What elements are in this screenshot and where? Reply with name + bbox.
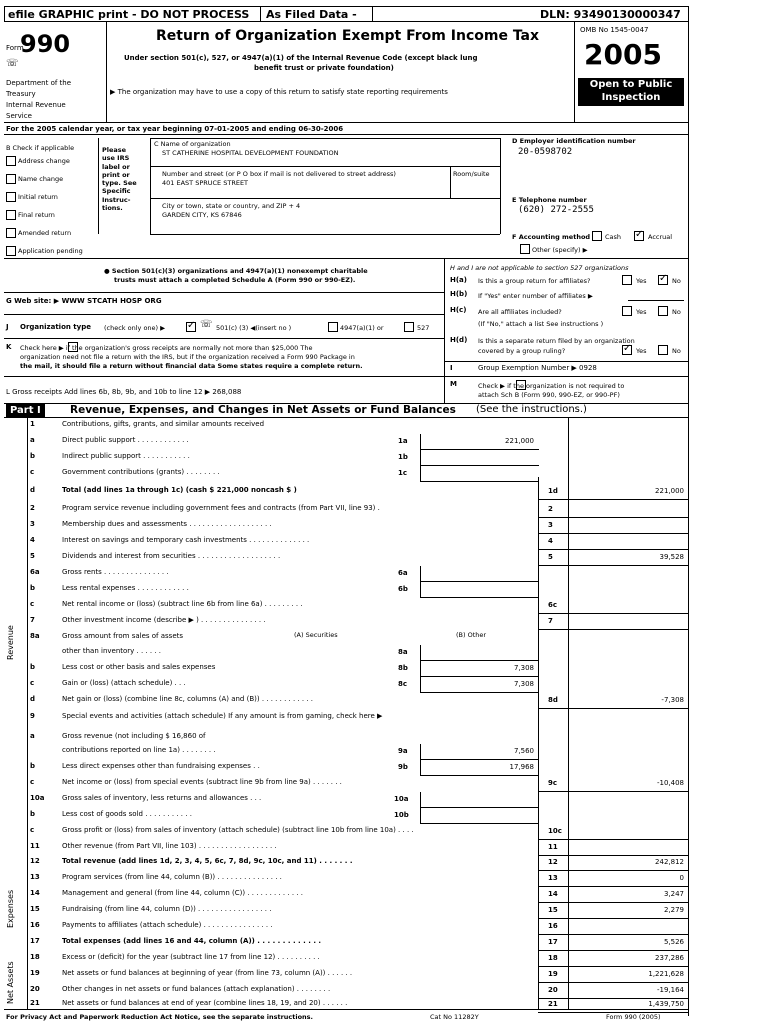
line-number: 12 — [30, 857, 40, 865]
gross-receipts-line: L Gross receipts Add lines 6b, 8b, 9b, and 10b to line 12 ▶ 268,088 — [6, 388, 242, 396]
line-number: 2 — [30, 504, 35, 512]
hc-no-checkbox[interactable] — [658, 306, 668, 316]
amount-rule — [538, 902, 688, 903]
line-number: a — [30, 732, 35, 740]
part-1-see-instructions: (See the instructions.) — [476, 404, 587, 415]
accrual-checkbox[interactable] — [634, 231, 644, 241]
open-line-2: Inspection — [601, 92, 661, 103]
line-number: c — [30, 600, 35, 608]
line-number: 1 — [30, 420, 35, 428]
hc-code: H(c) — [450, 306, 467, 314]
line-code: 10c — [548, 827, 562, 835]
sub-amount-box — [420, 792, 539, 808]
line-number: b — [30, 584, 36, 592]
line-code: 11 — [548, 843, 558, 851]
line-number: b — [30, 663, 36, 671]
sub-line-code: 8b — [398, 664, 408, 672]
amount-rule — [538, 870, 688, 871]
ha-no-label: No — [672, 277, 681, 285]
name-change-checkbox[interactable] — [6, 174, 16, 184]
line-number: 3 — [30, 520, 35, 528]
line-amount: 221,000 — [655, 487, 684, 495]
ha-question: Is this a group return for affiliates? — [478, 277, 591, 285]
hc-note: (If "No," attach a list See instructions ) — [478, 320, 604, 328]
line-code: 6c — [548, 601, 558, 609]
ein-label: D Employer identification number — [512, 137, 636, 145]
line-description: Other investment income (describe ▶ ) . . . . . . . . . . . . . . . — [62, 616, 266, 624]
501c-label: 501(c) (3) ◀(insert no ) — [216, 324, 292, 332]
line-code: 17 — [548, 938, 558, 946]
4947-label: 4947(a)(1) or — [340, 324, 384, 332]
street-address: 401 EAST SPRUCE STREET — [162, 179, 249, 187]
line-code: 12 — [548, 858, 558, 866]
part-1-label: Part I — [6, 404, 45, 417]
line-number: 13 — [30, 873, 40, 881]
org-type-label: Organization type — [20, 323, 91, 331]
hd-no-checkbox[interactable] — [658, 345, 668, 355]
hc-question: Are all affiliates included? — [478, 308, 562, 316]
form-subtitle-1: Under section 501(c), 527, or 4947(a)(1) of the Internal Revenue Code (except black lung — [124, 54, 478, 62]
city-label: City or town, state or country, and ZIP + 4 — [162, 202, 301, 210]
amount-rule — [538, 966, 688, 967]
line-code: 19 — [548, 970, 558, 978]
sub-line-code: 9b — [398, 763, 408, 771]
dept-line2: Treasury — [6, 90, 36, 98]
line-description: Excess or (deficit) for the year (subtract line 17 from line 12) . . . . . . . . . . — [62, 953, 320, 961]
sub-line-code: 1b — [398, 453, 408, 461]
phone-label: E Telephone number — [512, 196, 587, 204]
sub-line-amount: 17,968 — [509, 763, 534, 771]
sub-line-amount: 221,000 — [505, 437, 534, 445]
line-code: 4 — [548, 537, 553, 545]
org-name: ST CATHERINE HOSPITAL DEVELOPMENT FOUNDATION — [162, 149, 339, 157]
line-amount: 237,286 — [655, 954, 684, 962]
amount-rule — [538, 549, 688, 550]
dln-number: DLN: 93490130000347 — [540, 8, 681, 21]
line-amount: 242,812 — [655, 858, 684, 866]
amount-rule — [538, 982, 688, 983]
open-line-1: Open to Public — [589, 79, 673, 90]
efile-banner: efile GRAPHIC print - DO NOT PROCESS — [8, 8, 250, 21]
line-description: Net gain or (loss) (combine line 8c, columns (A) and (B)) . . . . . . . . . . . . — [62, 695, 314, 703]
line-code: 21 — [548, 1000, 558, 1008]
initial-return-checkbox[interactable] — [6, 192, 16, 202]
line-amount: -10,408 — [656, 779, 684, 787]
dept-line1: Department of the — [6, 79, 72, 87]
amount-rule — [538, 499, 688, 500]
line-code: 5 — [548, 553, 553, 561]
sub-amount-box — [420, 582, 539, 598]
line-number: 7 — [30, 616, 35, 624]
check-applicable-title: B Check if applicable — [6, 144, 75, 152]
line-amount: 0 — [679, 874, 684, 882]
line-number: 5 — [30, 552, 35, 560]
line-number: b — [30, 452, 36, 460]
hc-yes-checkbox[interactable] — [622, 306, 632, 316]
initial-return-label: Initial return — [18, 193, 58, 201]
address-change-label: Address change — [18, 157, 70, 165]
line-description: Payments to affiliates (attach schedule) . . . . . . . . . . . . . . . . — [62, 921, 273, 929]
line-number: c — [30, 778, 35, 786]
amended-return-label: Amended return — [18, 229, 72, 237]
efile-attach-icon: ☏ — [200, 319, 213, 330]
tax-year: 2005 — [584, 38, 662, 71]
line-amount: 2,279 — [663, 906, 684, 914]
hb-code: H(b) — [450, 290, 468, 298]
sub-line-code: 10b — [394, 811, 409, 819]
name-change-label: Name change — [18, 175, 64, 183]
line-description: Other revenue (from Part VII, line 103) . . . . . . . . . . . . . . . . . . — [62, 842, 277, 850]
sub-line-code: 9a — [398, 747, 408, 755]
sub-line-code: 1a — [398, 437, 408, 445]
accounting-method-label: F Accounting method — [512, 233, 591, 241]
line-description: Total (add lines 1a through 1c) (cash $ 221,000 noncash $ ) — [62, 486, 297, 494]
line-description: Net assets or fund balances at beginning of year (from line 73, column (A)) . . . . . . — [62, 969, 353, 977]
line-number: 19 — [30, 969, 40, 977]
final-return-label: Final return — [18, 211, 55, 219]
line-description: Less direct expenses other than fundraising expenses . . — [62, 762, 260, 770]
sub-line-amount: 7,560 — [513, 747, 534, 755]
line-number: 9 — [30, 712, 35, 720]
form-title: Return of Organization Exempt From Income Tax — [156, 28, 540, 44]
line-code: 2 — [548, 505, 553, 513]
m-line-1: Check ▶ if the organization is not required to — [478, 382, 625, 390]
application-pending-label: Application pending — [18, 247, 83, 255]
line-number: 6a — [30, 568, 40, 576]
hc-no-label: No — [672, 308, 681, 316]
line-description: Program service revenue including government fees and contracts (from Part VII, line 93) . — [62, 504, 380, 512]
omb-number: OMB No 1545-0047 — [580, 26, 649, 34]
line-description: Membership dues and assessments . . . . . . . . . . . . . . . . . . . — [62, 520, 272, 528]
amount-rule — [538, 934, 688, 935]
other-method-label: Other (specify) ▶ — [532, 246, 588, 254]
527-checkbox[interactable] — [404, 322, 414, 332]
line-number: 16 — [30, 921, 40, 929]
dept-line3: Internal Revenue — [6, 101, 66, 109]
line-code: 14 — [548, 890, 558, 898]
sub-line-amount: 7,308 — [513, 680, 534, 688]
line-code: 20 — [548, 986, 558, 994]
accrual-label: Accrual — [648, 233, 673, 241]
line-number: 4 — [30, 536, 35, 544]
line-description: Net rental income or (loss) (subtract line 6b from line 6a) . . . . . . . . . — [62, 600, 303, 608]
amount-rule — [538, 708, 688, 709]
amount-rule — [538, 886, 688, 887]
cash-label: Cash — [605, 233, 622, 241]
amount-rule — [538, 791, 688, 792]
line-number: 11 — [30, 842, 40, 850]
line-code: 15 — [548, 906, 558, 914]
k-line-3: the mail, it should file a return without financial data Some states require a complete return. — [20, 362, 363, 370]
line-number: b — [30, 762, 36, 770]
amount-rule — [538, 613, 688, 614]
j-letter: J — [6, 323, 9, 331]
line-description: Gross rents . . . . . . . . . . . . . . . — [62, 568, 169, 576]
line-number: 18 — [30, 953, 40, 961]
form-footer-id: Form 990 (2005) — [606, 1013, 661, 1021]
hd-question-1: Is this a separate return filed by an organization — [478, 337, 635, 345]
final-return-checkbox[interactable] — [6, 210, 16, 220]
amount-rule — [538, 839, 688, 840]
state-notice: ▶ The organization may have to use a copy of this return to satisfy state reporting requirements — [110, 88, 448, 96]
amount-rule — [538, 565, 688, 566]
line-description: Less cost of goods sold . . . . . . . . . . . — [62, 810, 192, 818]
m-letter: M — [450, 380, 457, 388]
sub-line-code: 10a — [394, 795, 409, 803]
dept-line4: Service — [6, 112, 32, 120]
hd-question-2: covered by a group ruling? — [478, 347, 566, 355]
website-line: G Web site: ▶ WWW STCATH HOSP ORG — [6, 297, 162, 305]
expenses-side-label: Expenses — [6, 889, 15, 928]
k-line-1: Check here ▶ if the organization's gross receipts are normally not more than $25,000 The — [20, 344, 313, 352]
col-8-other: (B) Other — [456, 631, 487, 639]
line-description: contributions reported on line 1a) . . . . . . . . — [62, 746, 216, 754]
phone-value: (620) 272-2555 — [518, 205, 594, 215]
m-line-2: attach Sch B (Form 990, 990-EZ, or 990-PF) — [478, 391, 620, 399]
address-change-checkbox[interactable] — [6, 156, 16, 166]
street-label: Number and street (or P O box if mail is not delivered to street address) — [162, 170, 396, 178]
net-assets-side-label: Net Assets — [6, 961, 15, 1004]
sec501-line1: ● Section 501(c)(3) organizations and 4947(a)(1) nonexempt charitable — [104, 267, 368, 275]
open-inspection-box — [578, 78, 684, 106]
sub-amount-box — [420, 450, 539, 466]
line-number: a — [30, 436, 35, 444]
line-number: d — [30, 695, 36, 703]
ha-no-checkbox[interactable] — [658, 275, 668, 285]
line-description: Gross profit or (loss) from sales of inventory (attach schedule) (subtract line 10b from line 10a) . . . . — [62, 826, 414, 834]
line-description: Interest on savings and temporary cash investments . . . . . . . . . . . . . . — [62, 536, 310, 544]
line-number: d — [30, 486, 36, 494]
i-letter: I — [450, 364, 453, 372]
line-description: Gross revenue (not including $ 16,860 of — [62, 732, 206, 740]
line-code: 1d — [548, 487, 558, 495]
line-number: 17 — [30, 937, 40, 945]
sub-amount-box — [420, 566, 539, 582]
line-number: 14 — [30, 889, 40, 897]
form-number: 990 — [20, 30, 71, 58]
line-description: Gross sales of inventory, less returns and allowances . . . — [62, 794, 262, 802]
cash-checkbox[interactable] — [592, 231, 602, 241]
line-number: c — [30, 826, 35, 834]
org-name-label: C Name of organization — [154, 140, 231, 148]
line-amount: 1,439,750 — [648, 1000, 684, 1008]
line-number: 15 — [30, 905, 40, 913]
line-description: Other changes in net assets or fund balances (attach explanation) . . . . . . . . — [62, 985, 331, 993]
sub-amount-box — [420, 645, 539, 661]
amount-rule — [538, 517, 688, 518]
line-amount: 3,247 — [663, 890, 684, 898]
sub-line-code: 8a — [398, 648, 408, 656]
city-state-zip: GARDEN CITY, KS 67846 — [162, 211, 242, 219]
other-method-checkbox[interactable] — [520, 244, 530, 254]
line-description: Net assets or fund balances at end of year (combine lines 18, 19, and 20) . . . . . . — [62, 999, 348, 1007]
hd-yes-label: Yes — [636, 347, 647, 355]
catalog-number: Cat No 11282Y — [430, 1013, 479, 1021]
line-number: b — [30, 810, 36, 818]
line-code: 3 — [548, 521, 553, 529]
line-description: Government contributions (grants) . . . . . . . . — [62, 468, 220, 476]
527-label: 527 — [417, 324, 430, 332]
line-number: c — [30, 468, 35, 476]
room-suite-label: Room/suite — [453, 170, 490, 178]
line-number: 8a — [30, 632, 40, 640]
501c-checkbox[interactable] — [186, 322, 196, 332]
please-note: Please use IRS label or print or type. See Specific Instruc- tions. — [102, 146, 137, 213]
line-description: Indirect public support . . . . . . . . . . . — [62, 452, 190, 460]
group-exemption: Group Exemption Number ▶ 0928 — [478, 364, 597, 372]
line-description: Net income or (loss) from special events (subtract line 9b from line 9a) . . . . . . . — [62, 778, 342, 786]
amount-rule — [538, 533, 688, 534]
ha-yes-checkbox[interactable] — [622, 275, 632, 285]
hd-no-label: No — [672, 347, 681, 355]
line-amount: 39,528 — [659, 553, 684, 561]
line-number: 21 — [30, 999, 40, 1007]
ha-code: H(a) — [450, 276, 467, 284]
line-description: Dividends and interest from securities . . . . . . . . . . . . . . . . . . . — [62, 552, 281, 560]
line-description: Gain or (loss) (attach schedule) . . . — [62, 679, 186, 687]
line-code: 13 — [548, 874, 558, 882]
line-description: Fundraising (from line 44, column (D)) . . . . . . . . . . . . . . . . . — [62, 905, 272, 913]
line-description: Less rental expenses . . . . . . . . . . . . — [62, 584, 189, 592]
sub-line-code: 8c — [398, 680, 408, 688]
sub-line-code: 6a — [398, 569, 408, 577]
line-description: Contributions, gifts, grants, and similar amounts received — [62, 420, 265, 428]
form-word: Form — [6, 44, 24, 52]
hd-yes-checkbox[interactable] — [622, 345, 632, 355]
sub-line-amount: 7,308 — [513, 664, 534, 672]
line-description: other than inventory . . . . . . — [62, 647, 162, 655]
k-letter: K — [6, 343, 12, 351]
hd-code: H(d) — [450, 336, 468, 344]
sec501-line2: trusts must attach a completed Schedule A (Form 990 or 990-EZ). — [114, 276, 356, 284]
revenue-side-label: Revenue — [6, 625, 15, 660]
line-code: 9c — [548, 779, 558, 787]
amount-rule — [538, 918, 688, 919]
hb-question: If "Yes" enter number of affiliates ▶ — [478, 292, 593, 300]
filed-banner: As Filed Data - — [266, 8, 357, 21]
line-amount: 1,221,628 — [648, 970, 684, 978]
org-type-instr: (check only one) ▶ — [104, 324, 166, 332]
line-amount: -7,308 — [661, 696, 684, 704]
h-intro: H and I are not applicable to section 527 organizations — [450, 264, 629, 272]
line-description: Direct public support . . . . . . . . . . . . — [62, 436, 189, 444]
line-code: 8d — [548, 696, 558, 704]
amount-rule — [538, 629, 688, 630]
amount-rule — [538, 855, 688, 856]
line-amount: 5,526 — [663, 938, 684, 946]
sub-amount-box — [420, 808, 539, 824]
hc-yes-label: Yes — [636, 308, 647, 316]
col-8-securities: (A) Securities — [294, 631, 338, 639]
ein-value: 20-0598702 — [518, 147, 573, 157]
amount-rule — [538, 998, 688, 999]
line-description: Management and general (from line 44, column (C)) . . . . . . . . . . . . . — [62, 889, 303, 897]
line-code: 7 — [548, 617, 553, 625]
k-line-2: organization need not file a return with the IRS, but if the organization received a Form 990 Package in — [20, 353, 355, 361]
privacy-notice: For Privacy Act and Paperwork Reduction Act Notice, see the separate instructions. — [6, 1013, 314, 1021]
line-description: Special events and activities (attach schedule) If any amount is from gaming, check here ▶ — [62, 712, 383, 720]
line-number: 20 — [30, 985, 40, 993]
efile-icon: ☏ — [6, 58, 19, 69]
amended-return-checkbox[interactable] — [6, 228, 16, 238]
4947-checkbox[interactable] — [328, 322, 338, 332]
line-a-text: For the 2005 calendar year, or tax year beginning 07-01-2005 and ending 06-30-2006 — [6, 125, 344, 133]
line-description: Total revenue (add lines 1d, 2, 3, 4, 5, 6c, 7, 8d, 9c, 10c, and 11) . . . . . . . — [62, 857, 353, 865]
ha-yes-label: Yes — [636, 277, 647, 285]
amount-rule — [538, 950, 688, 951]
line-code: 16 — [548, 922, 558, 930]
line-code: 18 — [548, 954, 558, 962]
line-number: c — [30, 679, 35, 687]
sub-line-code: 6b — [398, 585, 408, 593]
line-description: Total expenses (add lines 16 and 44, column (A)) . . . . . . . . . . . . . — [62, 937, 322, 945]
part-1-title: Revenue, Expenses, and Changes in Net Assets or Fund Balances — [70, 404, 456, 416]
sub-line-code: 1c — [398, 469, 408, 477]
form-subtitle-2: benefit trust or private foundation) — [254, 64, 394, 72]
sub-amount-box — [420, 466, 539, 482]
application-pending-checkbox[interactable] — [6, 246, 16, 256]
line-description: Program services (from line 44, column (B)) . . . . . . . . . . . . . . . — [62, 873, 282, 881]
line-description: Less cost or other basis and sales expenses — [62, 663, 216, 671]
line-description: Gross amount from sales of assets — [62, 632, 184, 640]
line-number: 10a — [30, 794, 45, 802]
line-amount: -19,164 — [656, 986, 684, 994]
